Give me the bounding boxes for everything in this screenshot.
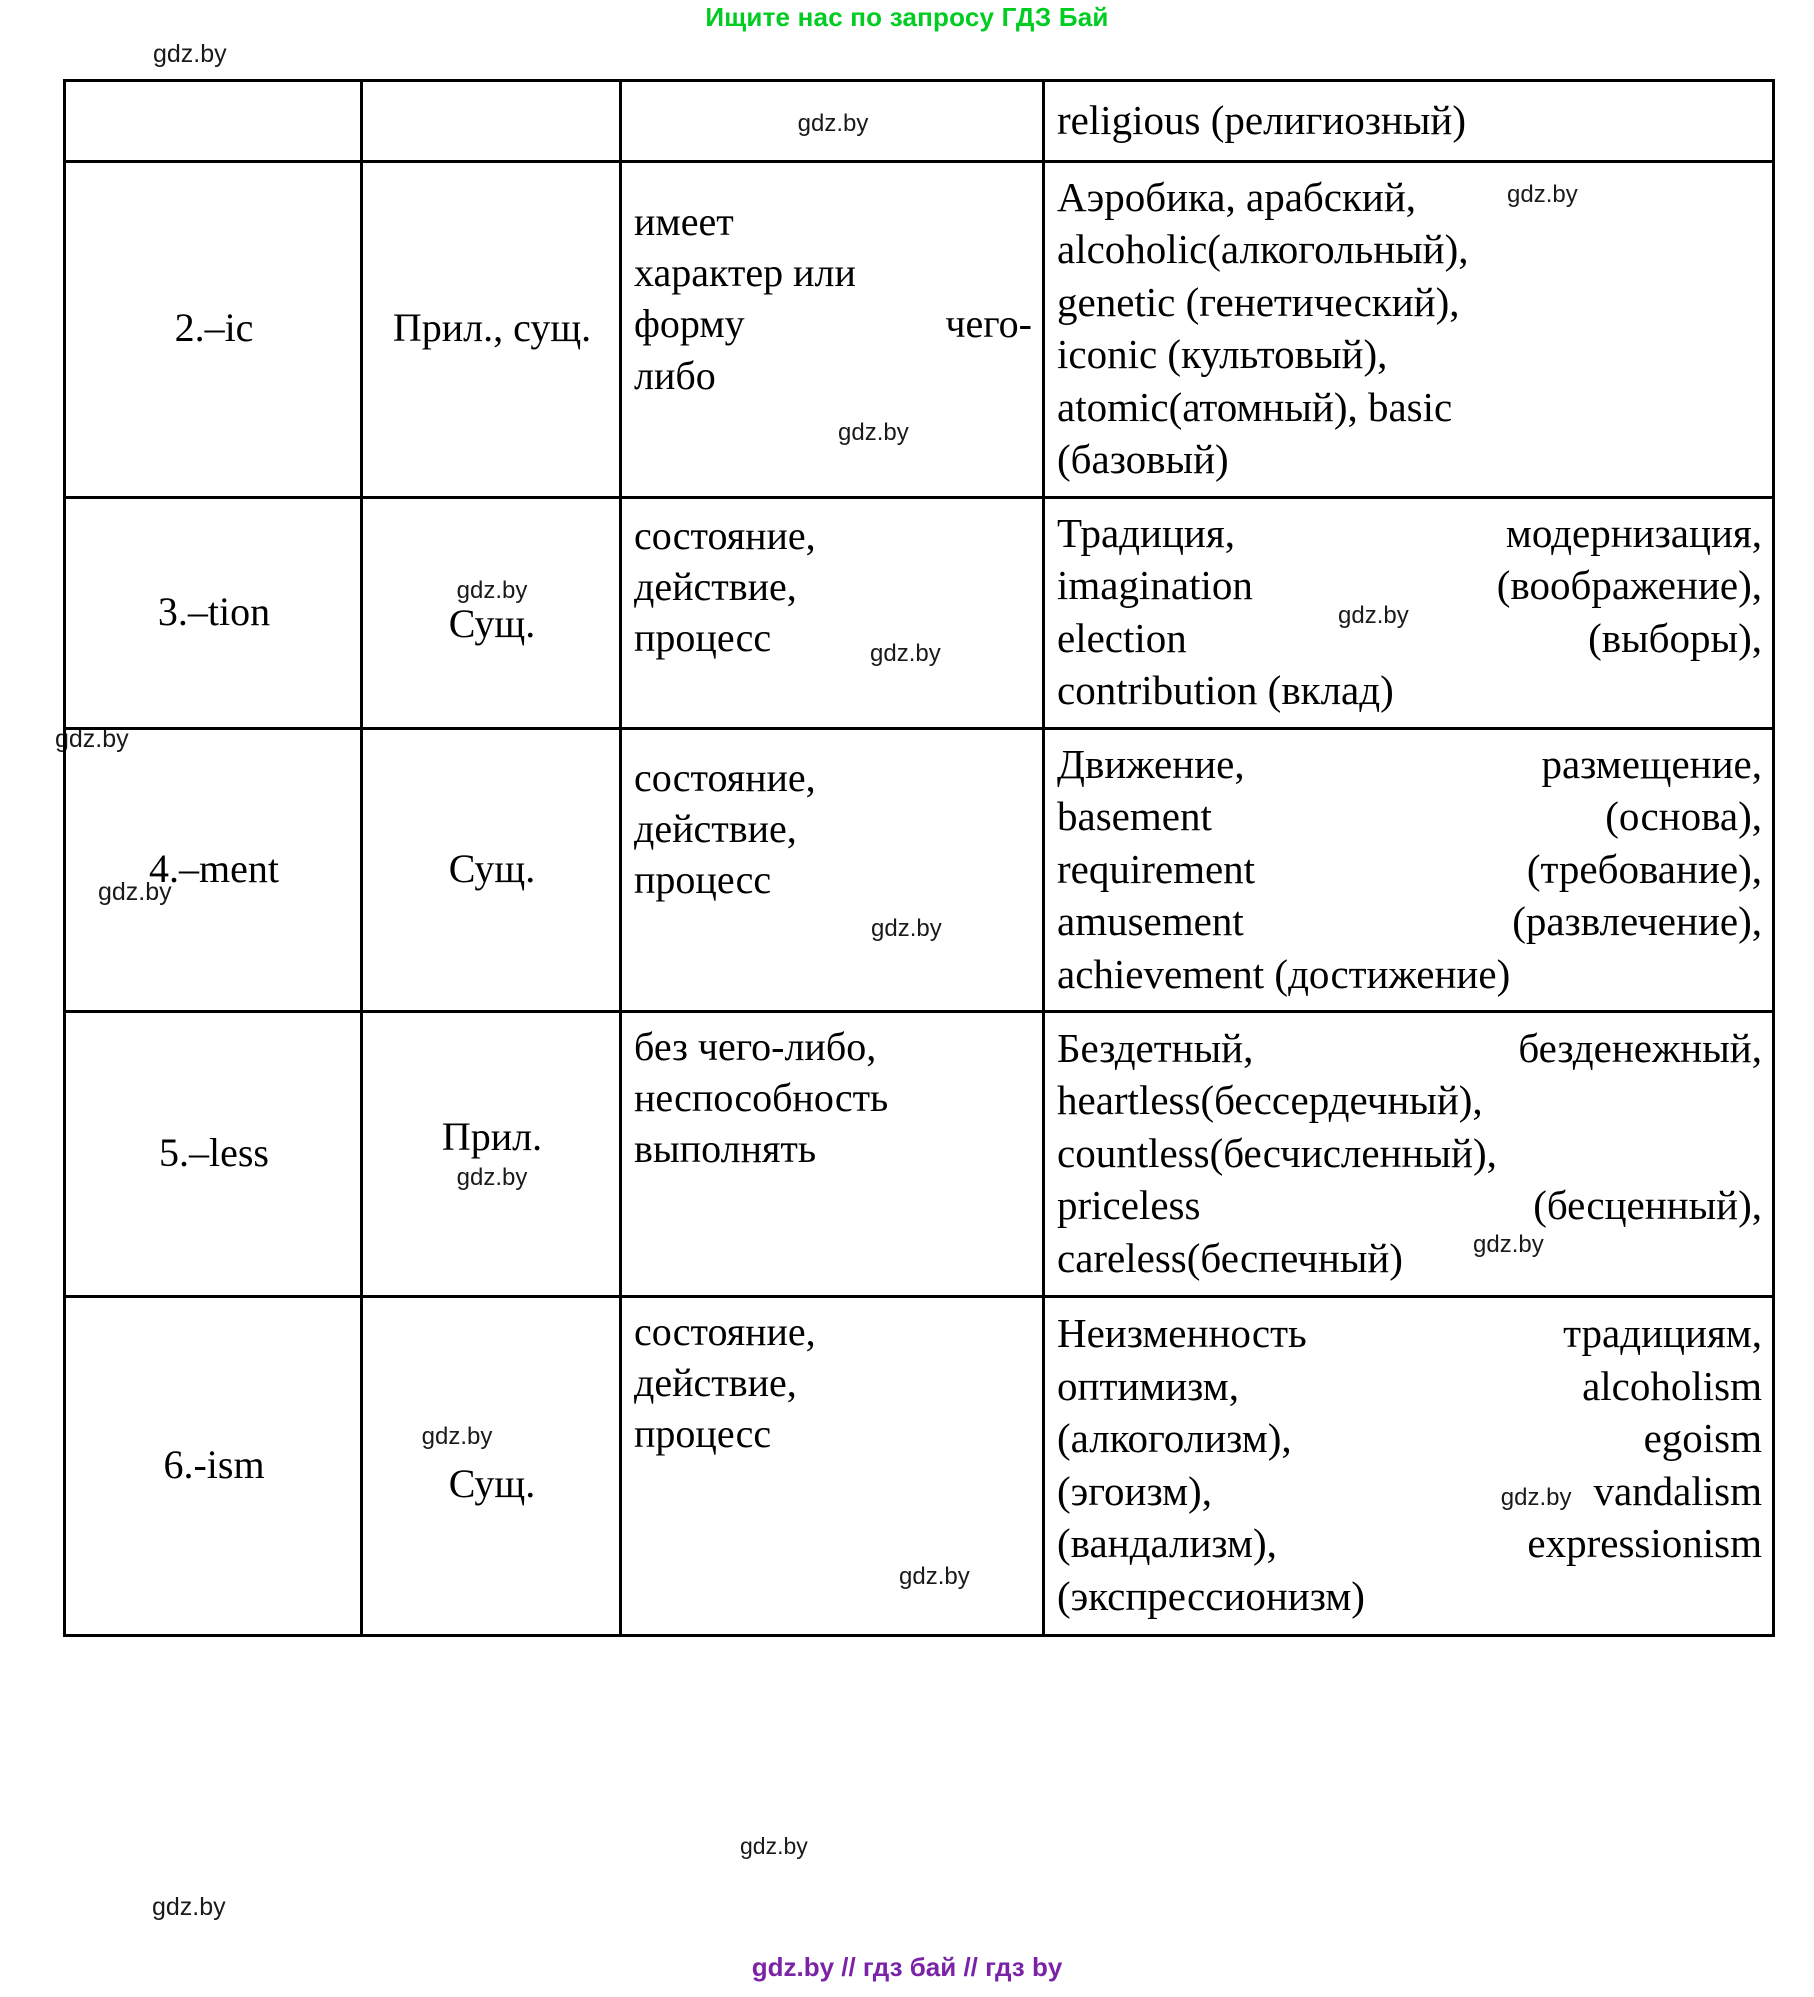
cell-meaning	[621, 728, 1044, 1011]
part-of-speech-text	[363, 112, 619, 130]
watermark-gdz: gdz.by	[899, 1562, 970, 1590]
cell-part-of-speech	[362, 1296, 621, 1636]
example-line: imagination	[1057, 562, 1253, 609]
meaning-line: действие,	[634, 806, 797, 852]
cell-part-of-speech	[362, 728, 621, 1011]
example-line: оптимизм,	[1057, 1362, 1239, 1409]
table-row	[65, 81, 1774, 162]
example-line: Бездетный,	[1057, 1024, 1254, 1071]
cell-examples	[1044, 497, 1774, 728]
cell-suffix	[65, 162, 362, 498]
watermark-gdz: gdz.by	[98, 878, 172, 906]
example-line: basement	[1057, 793, 1212, 840]
meaning-line: состояние,	[634, 512, 816, 558]
example-line: heartless(бессердечный),	[1057, 1077, 1483, 1124]
cell-meaning	[621, 1012, 1044, 1297]
example-line: (требование),	[1526, 845, 1762, 892]
meaning-text	[622, 188, 1042, 471]
cell-part-of-speech	[362, 162, 621, 498]
example-line: (воображение),	[1496, 562, 1762, 609]
watermark-gdz: gdz.by	[1500, 1483, 1572, 1511]
meaning-line: форму	[634, 301, 745, 347]
meaning-line: без чего-либо,	[634, 1024, 877, 1070]
example-line: vandalism	[1593, 1467, 1762, 1514]
meaning-line: процесс	[634, 615, 772, 661]
meaning-line: действие,	[634, 564, 797, 610]
meaning-line: процесс	[634, 1410, 772, 1456]
watermark-gdz: gdz.by	[740, 1833, 808, 1859]
cell-suffix	[65, 728, 362, 1011]
example-line: atomic(атомный), basic	[1057, 383, 1453, 430]
example-line: (экспрессионизм)	[1057, 1572, 1365, 1619]
example-line: традициям,	[1563, 1310, 1762, 1357]
watermark-gdz: gdz.by	[1507, 181, 1578, 208]
example-line: (бесценный),	[1533, 1182, 1762, 1229]
example-line: (алкоголизм),	[1057, 1415, 1292, 1462]
example-line: genetic (генетический),	[1057, 278, 1460, 325]
example-line: expressionism	[1527, 1520, 1762, 1567]
suffix-table-wrapper	[63, 79, 1760, 1637]
example-line: модернизация,	[1505, 509, 1762, 556]
example-line: (базовый)	[1057, 436, 1229, 483]
cell-meaning	[621, 162, 1044, 498]
example-line: alcoholism	[1582, 1362, 1762, 1409]
example-line: безденежный,	[1518, 1024, 1762, 1071]
cell-part-of-speech	[362, 1012, 621, 1297]
example-line: (основа),	[1605, 793, 1762, 840]
meaning-line: характер или	[634, 250, 856, 296]
example-line: election	[1057, 614, 1187, 661]
watermark-gdz: gdz.by	[1338, 601, 1409, 629]
table-row	[65, 162, 1774, 498]
meaning-line: либо	[634, 352, 716, 398]
cell-meaning	[621, 1296, 1044, 1636]
watermark-gdz: gdz.by	[152, 1893, 226, 1921]
example-line: iconic (культовый),	[1057, 331, 1388, 378]
suffix-table	[63, 79, 1775, 1637]
watermark-gdz: gdz.by	[456, 1164, 528, 1192]
meaning-text	[622, 1298, 1042, 1635]
watermark-gdz: gdz.by	[456, 576, 528, 604]
footer-links: gdz.by // гдз бай // гдз by	[751, 1952, 1063, 1982]
watermark-gdz: gdz.by	[870, 639, 941, 667]
meaning-line: действие,	[634, 1359, 797, 1405]
table-row	[65, 1296, 1774, 1636]
example-line: Традиция,	[1057, 509, 1235, 556]
examples-text: religious (религиозный)	[1057, 96, 1467, 143]
watermark-gdz: gdz.by	[871, 914, 942, 942]
part-of-speech-text	[363, 297, 619, 361]
meaning-text	[622, 1013, 1042, 1295]
cell-suffix	[65, 1012, 362, 1297]
examples-text	[1045, 1299, 1772, 1632]
example-line: requirement	[1057, 845, 1256, 892]
cell-suffix	[65, 1296, 362, 1636]
example-line: alcoholic(алкогольный),	[1057, 226, 1469, 273]
part-of-speech-text	[363, 1106, 619, 1202]
table-row	[65, 497, 1774, 728]
meaning-line: состояние,	[634, 755, 816, 801]
cell-examples	[1044, 1012, 1774, 1297]
cell-part-of-speech	[362, 497, 621, 728]
part-of-speech-text	[363, 569, 619, 657]
promo-banner: Ищите нас по запросу ГДЗ Бай	[705, 2, 1109, 32]
cell-examples	[1044, 1296, 1774, 1636]
cell-suffix	[65, 81, 362, 162]
example-line: contribution (вклад)	[1057, 667, 1394, 714]
cell-examples	[1044, 162, 1774, 498]
example-line: careless(беспечный)	[1057, 1234, 1403, 1281]
meaning-line: процесс	[634, 857, 772, 903]
example-line: egoism	[1643, 1415, 1762, 1462]
cell-part-of-speech	[362, 81, 621, 162]
example-line: Движение,	[1057, 740, 1245, 787]
pos-line: Сущ.	[448, 1460, 536, 1506]
suffix-text: 4.–ment	[149, 845, 279, 891]
example-line: (развлечение),	[1512, 898, 1762, 945]
pos-line: Прил.	[441, 1114, 543, 1160]
part-of-speech-text	[363, 1415, 619, 1517]
example-line: (вандализм),	[1057, 1520, 1277, 1567]
pos-line: Прил., сущ.	[392, 305, 592, 351]
cell-examples	[1044, 728, 1774, 1011]
meaning-line: состояние,	[634, 1308, 816, 1354]
watermark-gdz: gdz.by	[421, 1423, 493, 1451]
table-row	[65, 728, 1774, 1011]
examples-text	[1045, 499, 1772, 727]
suffix-text: 3.–tion	[157, 588, 271, 634]
example-line: amusement	[1057, 898, 1244, 945]
suffix-text: 2.–ic	[174, 305, 254, 351]
watermark-gdz: gdz.by	[153, 40, 227, 68]
examples-text	[1045, 1014, 1772, 1294]
cell-examples	[1044, 81, 1774, 162]
watermark-gdz: gdz.by	[55, 725, 129, 753]
suffix-text: 5.–less	[159, 1129, 269, 1175]
meaning-text	[622, 502, 1042, 724]
meaning-line: имеет	[634, 199, 734, 245]
meaning-line: чего-	[945, 301, 1032, 347]
watermark-gdz: gdz.by	[838, 419, 909, 446]
pos-line: Сущ.	[448, 600, 536, 646]
examples-text	[1045, 730, 1772, 1010]
example-line: размещение,	[1541, 740, 1762, 787]
example-line: Аэробика, арабский,	[1057, 174, 1417, 220]
cell-suffix	[65, 497, 362, 728]
examples-text	[1045, 163, 1772, 496]
suffix-text	[66, 82, 360, 160]
example-line: Неизменность	[1057, 1310, 1307, 1357]
cell-meaning	[621, 497, 1044, 728]
meaning-text	[622, 744, 1042, 996]
example-line: priceless	[1057, 1182, 1201, 1229]
meaning-line: выполнять	[634, 1126, 817, 1172]
watermark-gdz: gdz.by	[1473, 1231, 1544, 1259]
meaning-line: неспособность	[634, 1075, 889, 1121]
cell-meaning	[621, 81, 1044, 162]
table-row	[65, 1012, 1774, 1297]
example-line: countless(бесчисленный),	[1057, 1129, 1497, 1176]
watermark-gdz: gdz.by	[797, 110, 869, 138]
example-line: (выборы),	[1588, 614, 1762, 661]
part-of-speech-text: Сущ.	[448, 845, 536, 891]
suffix-text: 6.-ism	[163, 1441, 265, 1487]
example-line: achievement (достижение)	[1057, 950, 1511, 997]
example-line: (эгоизм),	[1057, 1467, 1212, 1514]
